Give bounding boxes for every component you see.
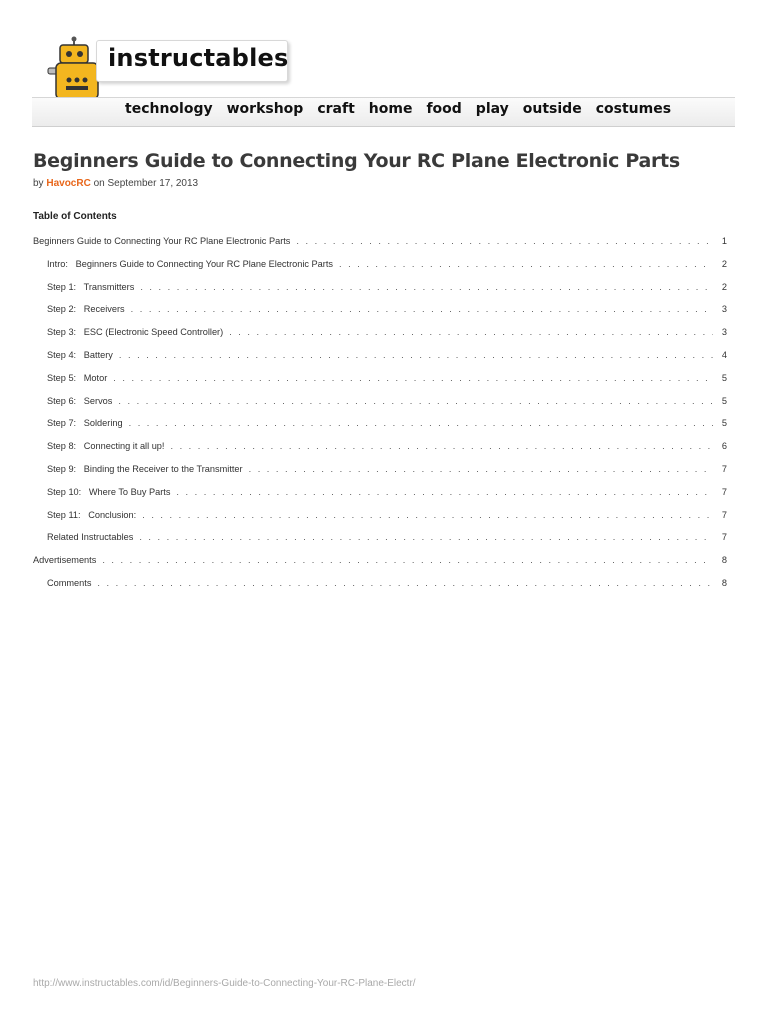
toc-entry[interactable] <box>33 532 727 555</box>
site-logo[interactable]: instructables <box>108 44 289 72</box>
toc-entry-page: 7 <box>721 532 727 543</box>
toc-entry-title: Beginners Guide to Connecting Your RC Plane Electronic Parts <box>33 236 291 246</box>
toc-entry-page: 5 <box>721 418 727 429</box>
toc-entry-page: 2 <box>721 281 727 292</box>
toc-dot-leader <box>339 259 713 269</box>
toc-entry-title: Step 5: Motor <box>47 372 108 383</box>
table-of-contents <box>33 236 727 601</box>
byline-prefix: by <box>33 178 44 189</box>
nav-item-food[interactable]: food <box>426 101 462 117</box>
toc-entry-page: 7 <box>721 486 727 497</box>
toc-entry-page: 4 <box>721 349 727 360</box>
toc-entry-title: Step 7: Soldering <box>47 418 123 429</box>
toc-dot-leader <box>229 327 713 337</box>
toc-entry-title: Step 4: Battery <box>47 349 113 360</box>
toc-entry-title: Step 1: Transmitters <box>47 281 135 292</box>
publish-date: on September 17, 2013 <box>93 178 199 189</box>
toc-entry[interactable] <box>33 487 727 510</box>
toc-entry-title: Advertisements <box>33 555 97 566</box>
toc-heading: Table of Contents <box>33 211 117 222</box>
toc-dot-leader <box>113 373 713 383</box>
toc-entry[interactable] <box>33 304 727 327</box>
nav-item-craft[interactable]: craft <box>317 101 355 117</box>
footer-url[interactable]: http://www.instructables.com/id/Beginners-Guide-to-Connecting-Your-RC-Plane-Electr/ <box>33 978 416 989</box>
toc-entry-page: 3 <box>721 304 727 315</box>
toc-entry[interactable] <box>33 418 727 441</box>
toc-dot-leader <box>131 304 713 314</box>
toc-dot-leader <box>249 464 713 474</box>
toc-entry-title: Step 6: Servos <box>47 395 113 406</box>
toc-entry[interactable] <box>33 236 727 259</box>
toc-entry[interactable] <box>33 555 727 578</box>
toc-entry-title: Comments <box>47 577 92 588</box>
toc-dot-leader <box>129 418 713 428</box>
toc-entry-page: 1 <box>721 236 727 246</box>
toc-dot-leader <box>97 578 713 588</box>
toc-entry-page: 3 <box>721 327 727 338</box>
site-header <box>0 0 768 130</box>
toc-entry[interactable] <box>33 350 727 373</box>
toc-dot-leader <box>118 396 713 406</box>
toc-entry-title: Intro: Beginners Guide to Connecting Your RC Plane Electronic Parts <box>47 258 333 269</box>
toc-entry-title: Step 10: Where To Buy Parts <box>47 486 171 497</box>
nav-item-costumes[interactable]: costumes <box>595 101 672 117</box>
toc-entry-title: Step 11: Conclusion: <box>47 509 137 520</box>
toc-entry-title: Step 8: Connecting it all up! <box>47 441 165 452</box>
toc-entry-title: Related Instructables <box>47 532 134 543</box>
toc-dot-leader <box>119 350 713 360</box>
toc-dot-leader <box>170 441 713 451</box>
toc-entry[interactable] <box>33 464 727 487</box>
toc-entry[interactable] <box>33 327 727 350</box>
toc-entry[interactable] <box>33 578 727 601</box>
toc-dot-leader <box>139 532 713 542</box>
page-title: Beginners Guide to Connecting Your RC Plane Electronic Parts <box>33 150 680 172</box>
toc-entry-title: Step 2: Receivers <box>47 304 125 315</box>
toc-entry-page: 5 <box>721 395 727 406</box>
toc-dot-leader <box>176 487 713 497</box>
author-link[interactable]: HavocRC <box>46 178 91 189</box>
toc-entry[interactable] <box>33 259 727 282</box>
toc-entry-page: 2 <box>721 258 727 269</box>
toc-entry[interactable] <box>33 282 727 305</box>
toc-entry-page: 8 <box>721 555 727 566</box>
category-nav <box>125 99 685 121</box>
toc-entry-page: 6 <box>721 441 727 452</box>
toc-entry-title: Step 3: ESC (Electronic Speed Controller) <box>47 327 224 338</box>
byline <box>33 178 198 189</box>
nav-item-technology[interactable]: technology <box>125 101 213 117</box>
toc-entry-title: Step 9: Binding the Receiver to the Transmitter <box>47 463 243 474</box>
toc-entry-page: 7 <box>721 463 727 474</box>
nav-item-workshop[interactable]: workshop <box>226 101 304 117</box>
toc-entry[interactable] <box>33 510 727 533</box>
nav-item-play[interactable]: play <box>475 101 509 117</box>
toc-entry[interactable] <box>33 373 727 396</box>
toc-dot-leader <box>140 282 713 292</box>
nav-item-outside[interactable]: outside <box>522 101 582 117</box>
toc-dot-leader <box>296 236 713 246</box>
toc-dot-leader <box>102 555 713 565</box>
toc-entry-page: 8 <box>721 577 727 588</box>
toc-dot-leader <box>142 510 713 520</box>
toc-entry-page: 7 <box>721 509 727 520</box>
toc-entry[interactable] <box>33 396 727 419</box>
toc-entry-page: 5 <box>721 372 727 383</box>
nav-item-home[interactable]: home <box>368 101 413 117</box>
toc-entry[interactable] <box>33 441 727 464</box>
